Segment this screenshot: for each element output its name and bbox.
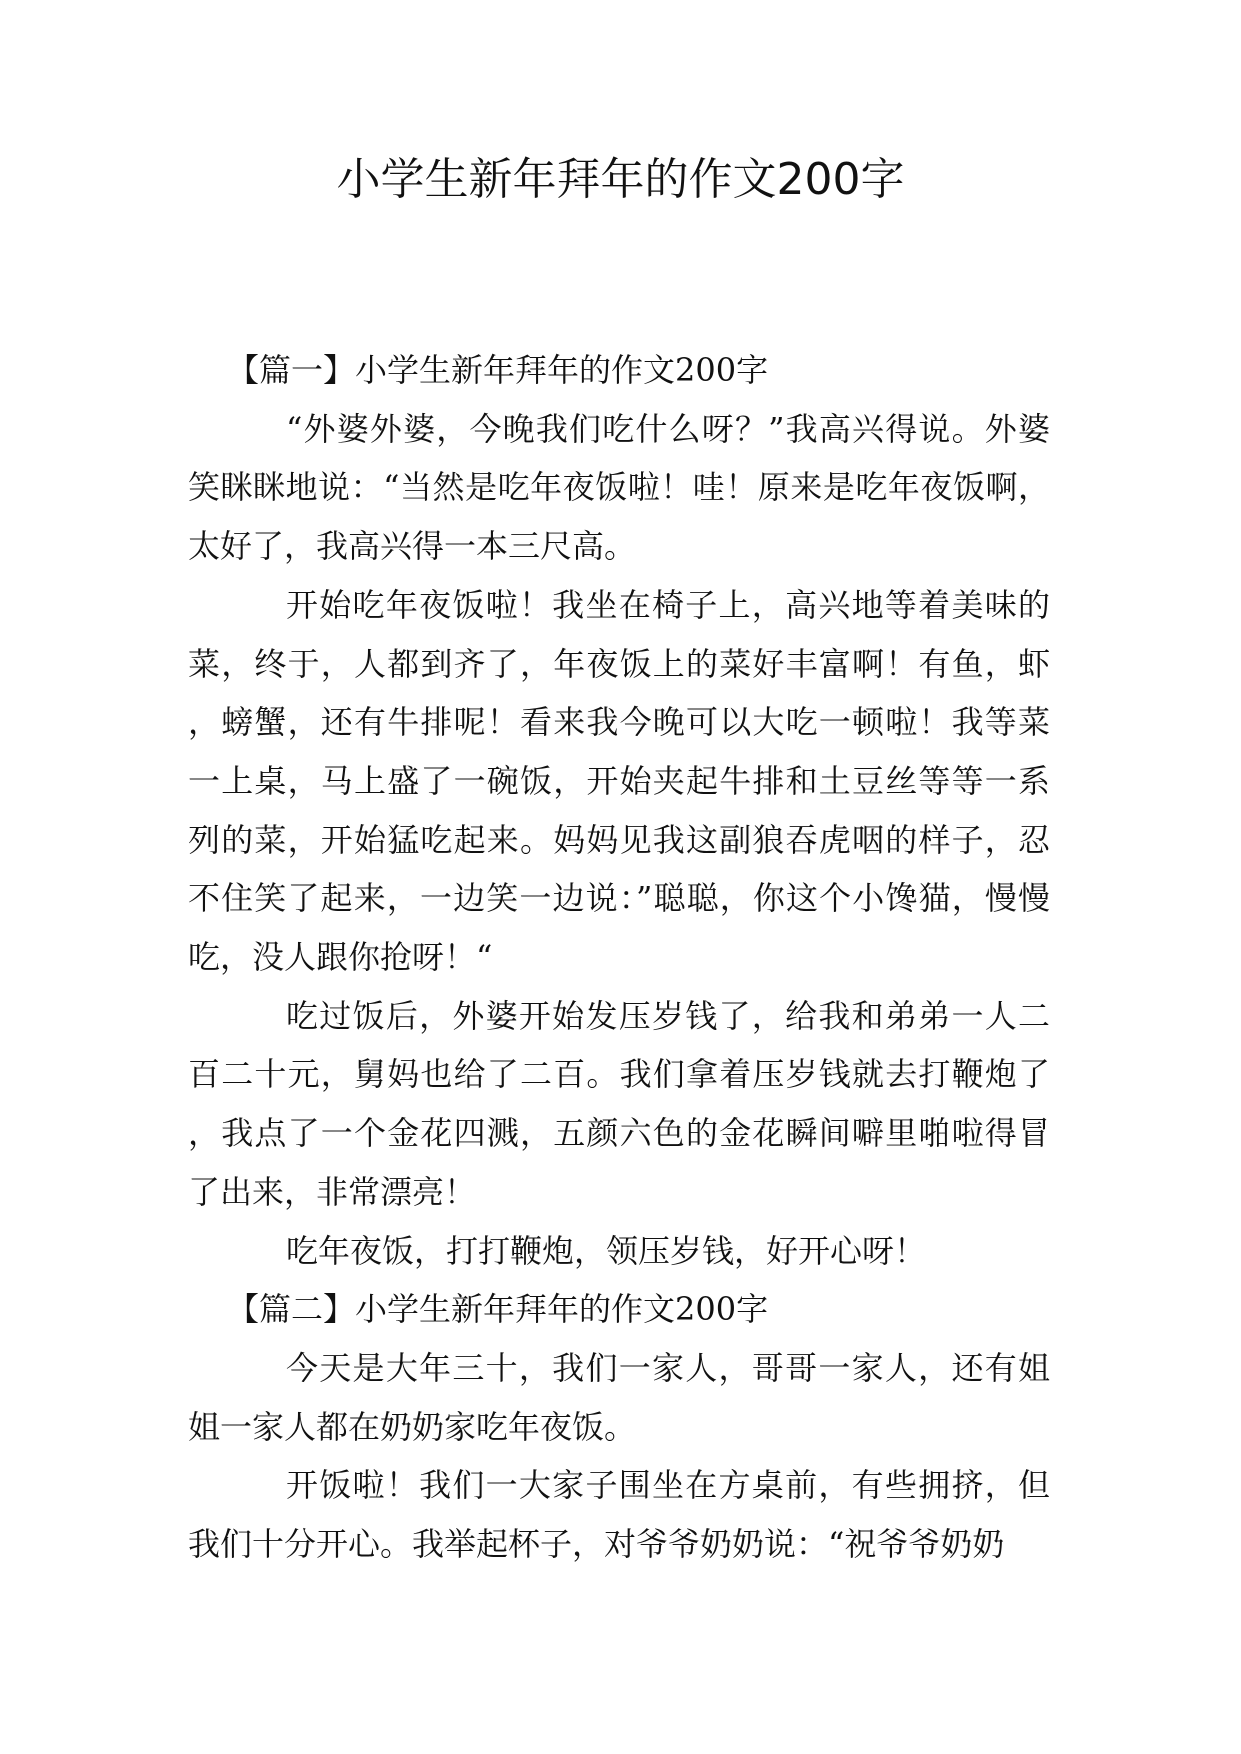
paragraph: 今天是大年三十，我们一家人，哥哥一家人，还有姐姐一家人都在奶奶家吃年夜饭。 — [188, 1348, 1050, 1446]
page-title: 小学生新年拜年的作文200字 — [336, 154, 905, 205]
paragraph: “外婆外婆，今晚我们吃什么呀？”我高兴得说。外婆笑眯眯地说：“当然是吃年夜饭啦！哇！原来是吃年夜饭啊，太好了，我高兴得一本三尺高。 — [188, 409, 1050, 566]
paragraph: 吃过饭后，外婆开始发压岁钱了，给我和弟弟一人二百二十元，舅妈也给了二百。我们拿着压岁钱就去打鞭炮了，我点了一个金花四溅，五颜六色的金花瞬间噼里啪啦得冒了出来，非常漂亮！ — [188, 996, 1050, 1211]
essay-body — [188, 341, 1050, 1574]
paragraph: 开始吃年夜饭啦！我坐在椅子上，高兴地等着美味的菜，终于，人都到齐了，年夜饭上的菜好丰富啊！有鱼，虾，螃蟹，还有牛排呢！看来我今晚可以大吃一顿啦！我等菜一上桌，马上盛了一碗饭，开始夹起牛排和土豆丝等等一系列的菜，开始猛吃起来。妈妈见我这副狼吞虎咽的样子，忍不住笑了起来，一边笑一边说：”聪聪，你这个小馋猫，慢慢吃，没人跟你抢呀！“ — [188, 585, 1050, 977]
essay-section-1 — [188, 341, 1050, 1280]
section-heading: 【篇一】小学生新年拜年的作文200字 — [227, 351, 769, 389]
paragraph: 吃年夜饭，打打鞭炮，领压岁钱，好开心呀！ — [286, 1231, 927, 1270]
section-heading: 【篇二】小学生新年拜年的作文200字 — [227, 1290, 769, 1329]
paragraph: 开饭啦！我们一大家子围坐在方桌前，有些拥挤，但我们十分开心。我举起杯子，对爷爷奶奶说：“祝爷爷奶奶 — [188, 1466, 1050, 1564]
essay-section-2 — [188, 1280, 1050, 1574]
